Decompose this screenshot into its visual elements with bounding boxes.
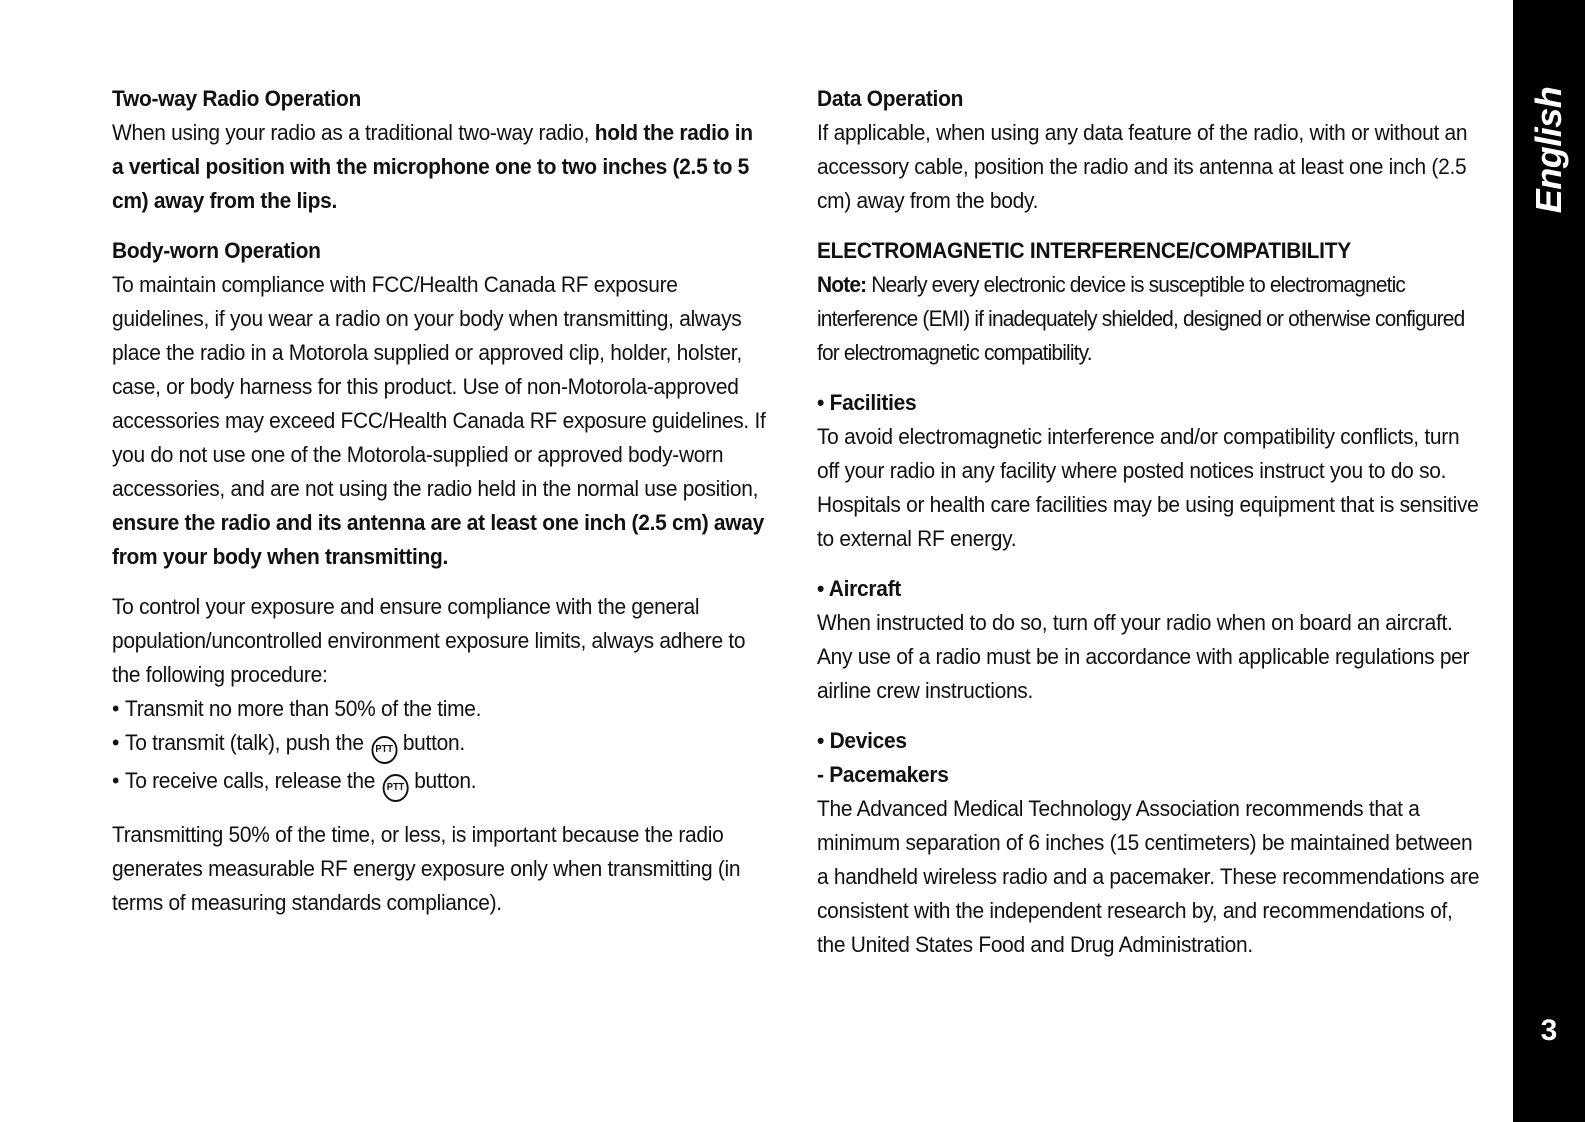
right-column bbox=[817, 82, 1487, 978]
two-way-radio-heading: Two-way Radio Operation bbox=[112, 86, 361, 111]
emi-note-text: Nearly every electronic device is susceptible to electromagnetic interference (EMI) if inadequately shielded, designed or otherwise configured for electromagnetic compatibility. bbox=[817, 272, 1465, 365]
devices-heading: • Devices bbox=[817, 728, 907, 753]
facilities-section bbox=[817, 386, 1484, 556]
body-worn-heading: Body-worn Operation bbox=[112, 238, 321, 263]
facilities-heading: • Facilities bbox=[817, 390, 917, 415]
closing-section bbox=[112, 818, 769, 920]
emi-note bbox=[817, 268, 1484, 370]
ptt-button-icon: PTT bbox=[383, 774, 409, 802]
pacemakers-subheading: - Pacemakers bbox=[817, 762, 949, 787]
ptt-button-icon: PTT bbox=[371, 736, 397, 764]
data-operation-paragraph: If applicable, when using any data feature of the radio, with or without an accessory cable, position the radio and its antenna at least one inch (2.5 cm) away from the body. bbox=[817, 120, 1468, 213]
emi-section bbox=[817, 234, 1484, 370]
aircraft-heading: • Aircraft bbox=[817, 576, 902, 601]
aircraft-section bbox=[817, 572, 1484, 708]
procedure-item-text: button. bbox=[414, 768, 477, 793]
data-operation-section bbox=[817, 82, 1484, 218]
procedure-item-receive bbox=[112, 764, 769, 802]
closing-paragraph: Transmitting 50% of the time, or less, is important because the radio generates measurable RF energy exposure only when transmitting (in terms of measuring standards compliance). bbox=[112, 822, 741, 915]
exposure-control-intro: To control your exposure and ensure compliance with the general population/uncontrolled environment exposure limits, always adhere to the following procedure: bbox=[112, 594, 746, 687]
language-label: English bbox=[1528, 86, 1569, 214]
emi-note-label: Note: bbox=[817, 272, 867, 297]
body-worn-paragraph bbox=[112, 268, 769, 574]
facilities-paragraph: To avoid electromagnetic interference and/or compatibility conflicts, turn off your radio in any facility where posted notices instruct you to do so. Hospitals or health care facilities may be using equipment that is sensitive to external RF energy. bbox=[817, 424, 1479, 551]
body-worn-emphasis: ensure the radio and its antenna are at least one inch (2.5 cm) away from your body when transmitting. bbox=[112, 510, 765, 569]
body-worn-section bbox=[112, 234, 769, 574]
exposure-control-section bbox=[112, 590, 769, 802]
data-operation-heading: Data Operation bbox=[817, 86, 964, 111]
aircraft-paragraph: When instructed to do so, turn off your radio when on board an aircraft. Any use of a radio must be in accordance with applicable regulations per airline crew instructions. bbox=[817, 610, 1470, 703]
procedure-item-text: button. bbox=[402, 730, 465, 755]
procedure-item-transmit bbox=[112, 726, 769, 764]
two-way-radio-text: When using your radio as a traditional two-way radio, bbox=[112, 120, 595, 145]
two-way-radio-section bbox=[112, 82, 769, 218]
language-sidebar bbox=[1513, 0, 1585, 1122]
devices-section bbox=[817, 724, 1484, 962]
procedure-item-text: To receive calls, release the bbox=[125, 768, 376, 793]
procedure-item-text: To transmit (talk), push the bbox=[125, 730, 364, 755]
procedure-list bbox=[112, 692, 769, 802]
pacemakers-paragraph: The Advanced Medical Technology Association recommends that a minimum separation of 6 inches (15 centimeters) be maintained between a handheld wireless radio and a pacemaker. These recommendations are consistent with the independent research by, and recommendations of, the United States Food and Drug Administration. bbox=[817, 796, 1480, 957]
page-number: 3 bbox=[1540, 1014, 1558, 1047]
emi-heading: ELECTROMAGNETIC INTERFERENCE/COMPATIBILITY bbox=[817, 238, 1351, 263]
procedure-item-transmit-limit bbox=[112, 692, 769, 726]
left-column bbox=[112, 82, 772, 936]
two-way-radio-emphasis: hold the radio in a vertical position with the microphone one to two inches (2.5 to 5 cm) away from the lips. bbox=[112, 120, 753, 213]
body-worn-text: To maintain compliance with FCC/Health Canada RF exposure guidelines, if you wear a radio on your body when transmitting, always place the radio in a Motorola supplied or approved clip, holder, holster, case, or body harness for this product. Use of non-Motorola-approved accessories may exceed FCC/Health Canada RF exposure guidelines. If you do not use one of the Motorola-supplied or approved body-worn accessories, and are not using the radio held in the normal use position, bbox=[112, 272, 766, 501]
two-way-radio-paragraph bbox=[112, 116, 769, 218]
procedure-item-text: Transmit no more than 50% of the time. bbox=[125, 696, 482, 721]
